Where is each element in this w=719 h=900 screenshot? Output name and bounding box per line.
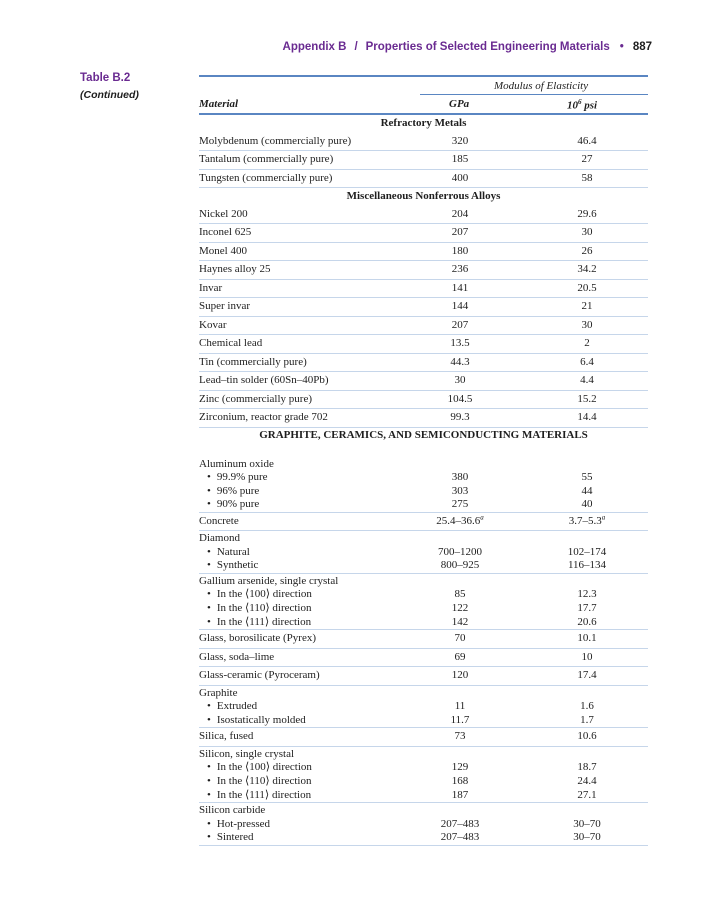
gpa-cell	[405, 630, 515, 648]
material-cell: Inconel 625	[199, 226, 252, 238]
footnote-marker: a	[480, 513, 484, 522]
psi-cell	[532, 133, 642, 151]
gpa-cell-value: 122	[451, 602, 469, 615]
gpa-cell	[405, 818, 515, 832]
gpa-cell-value: 400	[451, 171, 469, 184]
material-cell: Tantalum (commercially pure)	[199, 153, 334, 165]
psi-cell	[532, 588, 642, 602]
gpa-cell-value: 85	[454, 588, 466, 601]
psi-cell	[532, 616, 642, 630]
psi-cell-value: 17.4	[577, 669, 597, 682]
material-cell: • Sintered	[199, 831, 254, 845]
psi-cell-value: 58	[581, 171, 593, 184]
table-row	[199, 243, 648, 262]
material-cell: • In the ⟨110⟩ direction	[199, 602, 311, 616]
table-row	[199, 728, 648, 747]
gpa-cell	[405, 728, 515, 746]
material-cell: • 90% pure	[199, 498, 259, 512]
table-row	[199, 335, 648, 354]
material-cell: • In the ⟨111⟩ direction	[199, 616, 311, 630]
gpa-cell	[405, 409, 515, 427]
gpa-cell-value: 380	[451, 471, 469, 483]
table-row	[199, 667, 648, 686]
table-group-row	[199, 457, 648, 472]
gpa-cell	[405, 546, 515, 560]
psi-cell	[532, 485, 642, 499]
table-group-row	[199, 574, 648, 589]
psi-cell-value: 30	[581, 318, 593, 331]
psi-cell	[532, 243, 642, 261]
psi-cell	[532, 354, 642, 372]
table-row	[199, 714, 648, 729]
table-group-row	[199, 803, 648, 818]
gpa-cell	[405, 471, 515, 485]
material-cell: • Isostatically molded	[199, 714, 306, 728]
psi-cell-value: 30–70	[573, 817, 601, 830]
psi-cell	[532, 789, 642, 803]
psi-cell	[532, 728, 642, 746]
gpa-cell	[405, 372, 515, 390]
psi-cell-value: 30–70	[573, 831, 601, 844]
gpa-cell	[405, 588, 515, 602]
psi-cell	[532, 372, 642, 390]
table-row	[199, 206, 648, 225]
gpa-cell-value: 800–925	[440, 559, 480, 572]
gpa-cell	[405, 498, 515, 512]
material-cell: Silicon carbide	[199, 804, 266, 817]
gpa-cell-value: 104.5	[447, 392, 473, 405]
gpa-cell	[405, 761, 515, 775]
material-cell: Lead–tin solder (60Sn–40Pb)	[199, 374, 329, 386]
table-row	[199, 170, 648, 189]
section-heading	[199, 115, 648, 133]
gpa-cell	[405, 354, 515, 372]
table-row	[199, 261, 648, 280]
psi-cell-value: 12.3	[577, 588, 597, 601]
psi-cell-value: 102–174	[567, 545, 607, 558]
material-cell: Tin (commercially pure)	[199, 355, 307, 368]
table-row	[199, 409, 648, 428]
gpa-cell-value: 99.3	[450, 411, 470, 423]
group-header-rule	[420, 94, 648, 95]
psi-cell-value: 55	[581, 471, 593, 483]
gpa-cell-value: 141	[451, 281, 469, 294]
gpa-cell-value: 207–483	[440, 831, 480, 844]
gpa-cell	[405, 298, 515, 316]
psi-cell	[532, 298, 642, 316]
psi-cell-value: 20.6	[577, 615, 597, 628]
material-cell: Monel 400	[199, 244, 247, 257]
psi-cell-value: 1.6	[580, 700, 594, 713]
material-cell: Tungsten (commercially pure)	[199, 171, 333, 184]
psi-cell	[532, 471, 642, 485]
gpa-cell-value: 180	[451, 244, 469, 257]
psi-cell-value: 15.2	[577, 392, 597, 405]
psi-cell-value: 10	[581, 650, 593, 663]
psi-cell-value: 44	[581, 484, 593, 497]
psi-cell-value: 3.7–5.3	[568, 514, 602, 527]
table-row	[199, 761, 648, 775]
gpa-cell-value: 69	[454, 650, 466, 663]
psi-cell	[532, 667, 642, 685]
gpa-cell	[405, 559, 515, 573]
gpa-cell-value: 44.3	[450, 355, 470, 368]
gpa-cell	[405, 243, 515, 261]
psi-cell-value: 17.7	[577, 602, 597, 615]
table-group-row	[199, 747, 648, 762]
psi-cell	[532, 513, 642, 531]
gpa-cell-value: 207–483	[440, 817, 480, 830]
gpa-cell	[405, 831, 515, 845]
table-label: Table B.2	[80, 72, 131, 84]
psi-cell-value: 116–134	[567, 559, 607, 572]
psi-cell	[532, 335, 642, 353]
section-heading	[199, 428, 648, 457]
gpa-cell-value: 30	[454, 374, 466, 386]
material-cell: Glass, borosilicate (Pyrex)	[199, 632, 316, 645]
gpa-cell	[405, 667, 515, 685]
gpa-cell	[405, 616, 515, 630]
gpa-cell-value: 129	[451, 761, 469, 774]
gpa-cell-value: 275	[451, 498, 469, 511]
running-head-appendix: Appendix B	[282, 41, 347, 53]
table-row	[199, 775, 648, 789]
psi-cell	[532, 151, 642, 169]
running-head	[283, 41, 652, 53]
gpa-cell-value: 13.5	[450, 337, 470, 349]
psi-cell-value: 46.4	[577, 134, 597, 147]
gpa-cell	[405, 775, 515, 789]
gpa-cell-value: 700–1200	[438, 545, 482, 558]
psi-cell-value: 34.2	[577, 263, 597, 275]
material-cell: Super invar	[199, 300, 251, 312]
running-head-title: Properties of Selected Engineering Materials	[365, 41, 610, 53]
material-cell: Gallium arsenide, single crystal	[199, 574, 339, 587]
table-row	[199, 700, 648, 714]
psi-cell	[532, 714, 642, 728]
table-row	[199, 354, 648, 373]
psi-cell	[532, 498, 642, 512]
gpa-cell	[405, 602, 515, 616]
psi-base: 10	[567, 99, 578, 112]
gpa-cell	[405, 513, 515, 531]
psi-cell	[532, 761, 642, 775]
material-cell: • Natural	[199, 546, 250, 560]
gpa-cell-value: 207	[451, 226, 469, 238]
footnote-marker: a	[601, 513, 606, 522]
table-row	[199, 224, 648, 243]
psi-cell	[532, 206, 642, 224]
psi-cell-value: 24.4	[577, 775, 597, 788]
gpa-cell-value: 168	[451, 775, 469, 788]
running-head-bullet: •	[619, 41, 624, 53]
psi-cell-value: 6.4	[580, 355, 594, 368]
material-cell: Zinc (commercially pure)	[199, 392, 313, 405]
gpa-cell	[405, 485, 515, 499]
table-body	[199, 115, 648, 846]
psi-cell-value: 4.4	[580, 374, 594, 386]
psi-cell-value: 40	[581, 498, 593, 511]
table-row	[199, 630, 648, 649]
table-row	[199, 789, 648, 804]
material-cell: • In the ⟨111⟩ direction	[199, 789, 311, 803]
table-row	[199, 317, 648, 336]
table-row	[199, 280, 648, 299]
material-cell: Diamond	[199, 532, 240, 545]
table-row	[199, 391, 648, 410]
material-cell: Kovar	[199, 318, 227, 331]
material-cell: • Hot-pressed	[199, 818, 270, 832]
table-row	[199, 513, 648, 532]
table-row	[199, 298, 648, 317]
gpa-cell-value: 320	[451, 134, 469, 147]
psi-cell-value: 27	[581, 153, 593, 165]
psi-cell	[532, 818, 642, 832]
table-row	[199, 372, 648, 391]
gpa-cell	[405, 261, 515, 279]
gpa-cell-value: 185	[451, 153, 469, 165]
psi-cell	[532, 261, 642, 279]
table-row	[199, 471, 648, 485]
psi-cell	[532, 170, 642, 188]
material-cell: • In the ⟨100⟩ direction	[199, 761, 312, 775]
material-cell: Concrete	[199, 514, 239, 527]
psi-cell	[532, 546, 642, 560]
material-cell: • Synthetic	[199, 559, 258, 573]
column-header-material: Material	[199, 98, 239, 110]
material-cell: • 99.9% pure	[199, 471, 268, 485]
gpa-cell-value: 236	[451, 263, 469, 275]
material-cell: Molybdenum (commercially pure)	[199, 134, 352, 147]
table-row	[199, 151, 648, 170]
material-cell: • In the ⟨100⟩ direction	[199, 588, 312, 602]
section-heading-label: Refractory Metals	[380, 117, 467, 129]
psi-cell-value: 29.6	[577, 207, 597, 220]
material-cell: Nickel 200	[199, 207, 248, 220]
material-cell: Silicon, single crystal	[199, 747, 295, 760]
section-heading-label: GRAPHITE, CERAMICS, AND SEMICONDUCTING MATERIALS	[259, 428, 588, 441]
gpa-cell-value: 11	[454, 700, 466, 713]
psi-cell-value: 30	[581, 226, 593, 238]
table-continued-label: (Continued)	[80, 89, 139, 101]
table-row	[199, 616, 648, 631]
table-group-row	[199, 531, 648, 546]
psi-cell	[532, 409, 642, 427]
table-row	[199, 559, 648, 574]
material-cell: Glass, soda–lime	[199, 650, 275, 663]
table-row	[199, 485, 648, 499]
table-row	[199, 588, 648, 602]
material-cell: Graphite	[199, 686, 238, 699]
table-group-row	[199, 686, 648, 701]
gpa-cell-value: 73	[454, 730, 466, 743]
psi-cell	[532, 317, 642, 335]
psi-cell-value: 1.7	[580, 713, 594, 726]
table-row	[199, 818, 648, 832]
table-row	[199, 831, 648, 846]
material-cell: • 96% pure	[199, 485, 259, 499]
running-head-separator: /	[354, 41, 358, 53]
gpa-cell	[405, 335, 515, 353]
table-row	[199, 649, 648, 668]
gpa-cell-value: 70	[454, 632, 466, 645]
gpa-cell	[405, 789, 515, 803]
gpa-cell-value: 25.4–36.6	[436, 514, 481, 527]
gpa-cell-value: 204	[451, 207, 469, 220]
psi-cell	[532, 602, 642, 616]
modulus-group-header: Modulus of Elasticity	[494, 80, 589, 92]
psi-exponent: 6	[578, 98, 582, 106]
column-header-psi	[567, 98, 597, 112]
psi-cell-value: 10.6	[577, 730, 597, 743]
gpa-cell-value: 11.7	[450, 713, 470, 726]
gpa-cell-value: 144	[451, 300, 469, 312]
psi-cell	[532, 630, 642, 648]
gpa-cell-value: 303	[451, 484, 469, 497]
gpa-cell	[405, 391, 515, 409]
table-row	[199, 546, 648, 560]
gpa-cell-value: 187	[451, 788, 469, 801]
material-cell: Haynes alloy 25	[199, 263, 271, 275]
psi-cell-value: 27.1	[577, 788, 597, 801]
material-cell: • Extruded	[199, 700, 257, 714]
psi-cell-value: 21	[581, 300, 593, 312]
material-cell: Aluminum oxide	[199, 457, 274, 470]
gpa-cell-value: 207	[451, 318, 469, 331]
table-row	[199, 498, 648, 513]
psi-cell	[532, 224, 642, 242]
psi-cell	[532, 280, 642, 298]
page-number: 887	[632, 41, 652, 53]
psi-cell	[532, 391, 642, 409]
material-cell: • In the ⟨110⟩ direction	[199, 775, 311, 789]
psi-cell-value: 2	[584, 337, 590, 349]
psi-cell-value: 18.7	[577, 761, 597, 774]
psi-cell-value: 14.4	[577, 411, 597, 423]
table-top-rule	[199, 75, 648, 77]
gpa-cell	[405, 700, 515, 714]
psi-cell	[532, 831, 642, 845]
gpa-cell	[405, 133, 515, 151]
material-cell: Invar	[199, 281, 223, 294]
material-cell: Silica, fused	[199, 730, 254, 743]
gpa-cell-value: 120	[451, 669, 469, 682]
psi-cell	[532, 559, 642, 573]
psi-cell	[532, 700, 642, 714]
gpa-cell	[405, 170, 515, 188]
material-cell: Zirconium, reactor grade 702	[199, 411, 328, 423]
gpa-cell	[405, 714, 515, 728]
psi-cell-value: 26	[581, 244, 593, 257]
psi-cell-value: 20.5	[577, 281, 597, 294]
psi-unit: psi	[584, 99, 598, 112]
gpa-cell	[405, 224, 515, 242]
section-heading-label: Miscellaneous Nonferrous Alloys	[346, 190, 501, 202]
gpa-cell	[405, 206, 515, 224]
table-row	[199, 133, 648, 152]
gpa-cell	[405, 649, 515, 667]
material-cell: Glass-ceramic (Pyroceram)	[199, 669, 320, 682]
material-cell: Chemical lead	[199, 337, 263, 349]
gpa-cell	[405, 280, 515, 298]
gpa-cell	[405, 151, 515, 169]
section-heading	[199, 188, 648, 206]
psi-cell	[532, 649, 642, 667]
column-header-gpa: GPa	[449, 98, 470, 110]
gpa-cell-value: 142	[451, 615, 469, 628]
gpa-cell	[405, 317, 515, 335]
psi-cell	[532, 775, 642, 789]
table-row	[199, 602, 648, 616]
psi-cell-value: 10.1	[577, 632, 597, 645]
